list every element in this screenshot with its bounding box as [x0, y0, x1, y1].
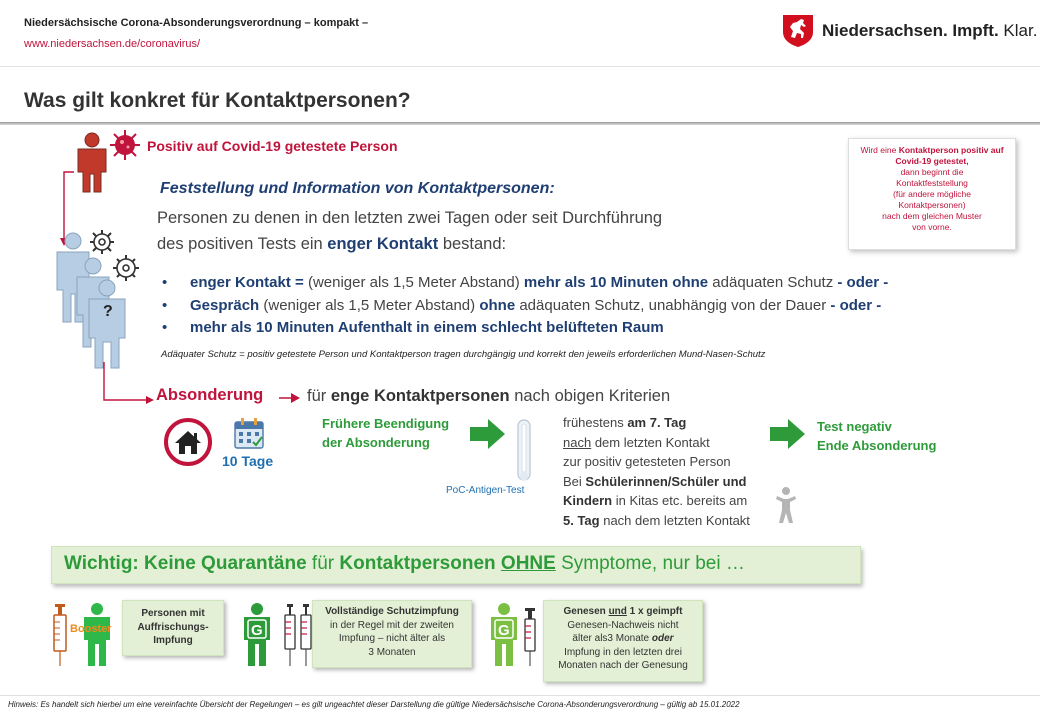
arrow-right-icon	[279, 391, 301, 405]
page-title: Was gilt konkret für Kontaktpersonen?	[24, 89, 411, 112]
recovered-vaccinated-box: Genesen und 1 x geimpft Genesen-Nachweis nicht älter als3 Monate oder Impfung in den letzten drei Monaten nach der Genesung	[543, 600, 703, 682]
isolation-label: Absonderung	[156, 386, 264, 404]
syringe-icon	[522, 608, 538, 668]
identification-intro-line-1: Personen zu denen in den letzten zwei Tagen oder seit Durchführung	[157, 209, 663, 227]
calendar-icon	[234, 418, 264, 450]
isolation-description: für enge Kontaktpersonen nach obigen Kriterien	[307, 387, 671, 405]
isolation-duration: 10 Tage	[222, 453, 274, 469]
footer-disclaimer: Hinweis: Es handelt sich hierbei um eine vereinfachte Übersicht der Regelungen – es gilt ungeachtet dieser Darstellung die gültige Niedersächsische Corona-Absonderungsverordnung – gültig ab 15.01.2022	[8, 700, 740, 709]
antigen-test-icon	[512, 418, 536, 484]
g-certificate-letter: G	[251, 622, 263, 639]
booster-label: Booster	[70, 623, 112, 635]
positive-person-label: Positiv auf Covid-19 getestete Person	[147, 138, 398, 154]
virus-gear-icons	[88, 228, 140, 284]
important-banner: Wichtig: Keine Quarantäne für Kontaktpersonen OHNE Symptome, nur bei …	[51, 546, 861, 584]
virus-icon	[108, 128, 142, 162]
criterion-item: • Gespräch (weniger als 1,5 Meter Abstand) ohne adäquaten Schutz, unabhängig von der Dauer - oder -	[162, 297, 882, 314]
brand-logo	[782, 14, 1037, 48]
full-vaccination-box: Vollständige Schutzimpfung in der Regel mit der zweiten Impfung – nicht älter als 3 Monaten	[312, 600, 472, 668]
info-box-contact-positive: Wird eine Kontaktperson positiv auf Covid-19 getestet, dann beginnt die Kontaktfeststellung (für andere mögliche Kontaktpersonen) nach dem gleichen Muster von vorne.	[848, 138, 1016, 250]
vaccinated-person-icon	[240, 602, 274, 668]
recovered-person-icon	[487, 602, 521, 668]
identification-intro-line-2: des positiven Tests ein enger Kontakt bestand:	[157, 235, 507, 253]
booster-box: Personen mit Auffrischungs- Impfung	[122, 600, 224, 656]
brand-text: Niedersachsen. Impft. Klar.	[822, 21, 1038, 40]
header-url-link[interactable]: www.niedersachsen.de/coronavirus/	[24, 38, 201, 50]
syringe-icon	[50, 604, 70, 668]
unknown-contact-mark: ?	[103, 303, 113, 320]
g-certificate-letter: G	[498, 622, 510, 639]
protection-note: Adäquater Schutz = positiv getestete Person und Kontaktperson tragen durchgängig und korrekt den jeweils erforderlichen Mund-Nasen-Schutz	[161, 349, 766, 360]
antigen-test-label: PoC-Antigen-Test	[446, 485, 525, 496]
green-arrow-icon	[770, 418, 806, 450]
header-title: Niedersächsische Corona-Absonderungsverordnung – kompakt –	[24, 17, 369, 29]
green-arrow-icon	[470, 418, 506, 450]
stay-home-icon	[163, 417, 213, 467]
test-negative-result: Test negativ Ende Absonderung	[817, 419, 937, 453]
early-end-label: Frühere Beendigung der Absonderung	[322, 416, 450, 450]
criterion-item: • enger Kontakt = (weniger als 1,5 Meter Abstand) mehr als 10 Minuten ohne adäquaten Schutz - oder -	[162, 274, 889, 291]
lower-saxony-horse-icon	[782, 14, 814, 48]
child-icon	[775, 486, 797, 524]
connector-arrow-right	[100, 362, 156, 408]
criterion-item: • mehr als 10 Minuten Aufenthalt in einem schlecht belüfteten Raum	[162, 319, 664, 336]
identification-heading: Feststellung und Information von Kontaktpersonen:	[160, 180, 555, 197]
footer-divider	[0, 695, 1040, 696]
title-divider	[0, 122, 1040, 125]
boosted-person-icon	[80, 602, 114, 668]
double-syringe-icon	[282, 604, 314, 668]
early-end-conditions: frühestens am 7. Tag nach dem letzten Kontakt zur positiv getesteten Person Bei Schülerinnen/Schüler und Kindern in Kitas etc. bereits am 5. Tag nach dem letzten Kontakt	[563, 415, 750, 528]
header-divider	[0, 66, 1040, 67]
